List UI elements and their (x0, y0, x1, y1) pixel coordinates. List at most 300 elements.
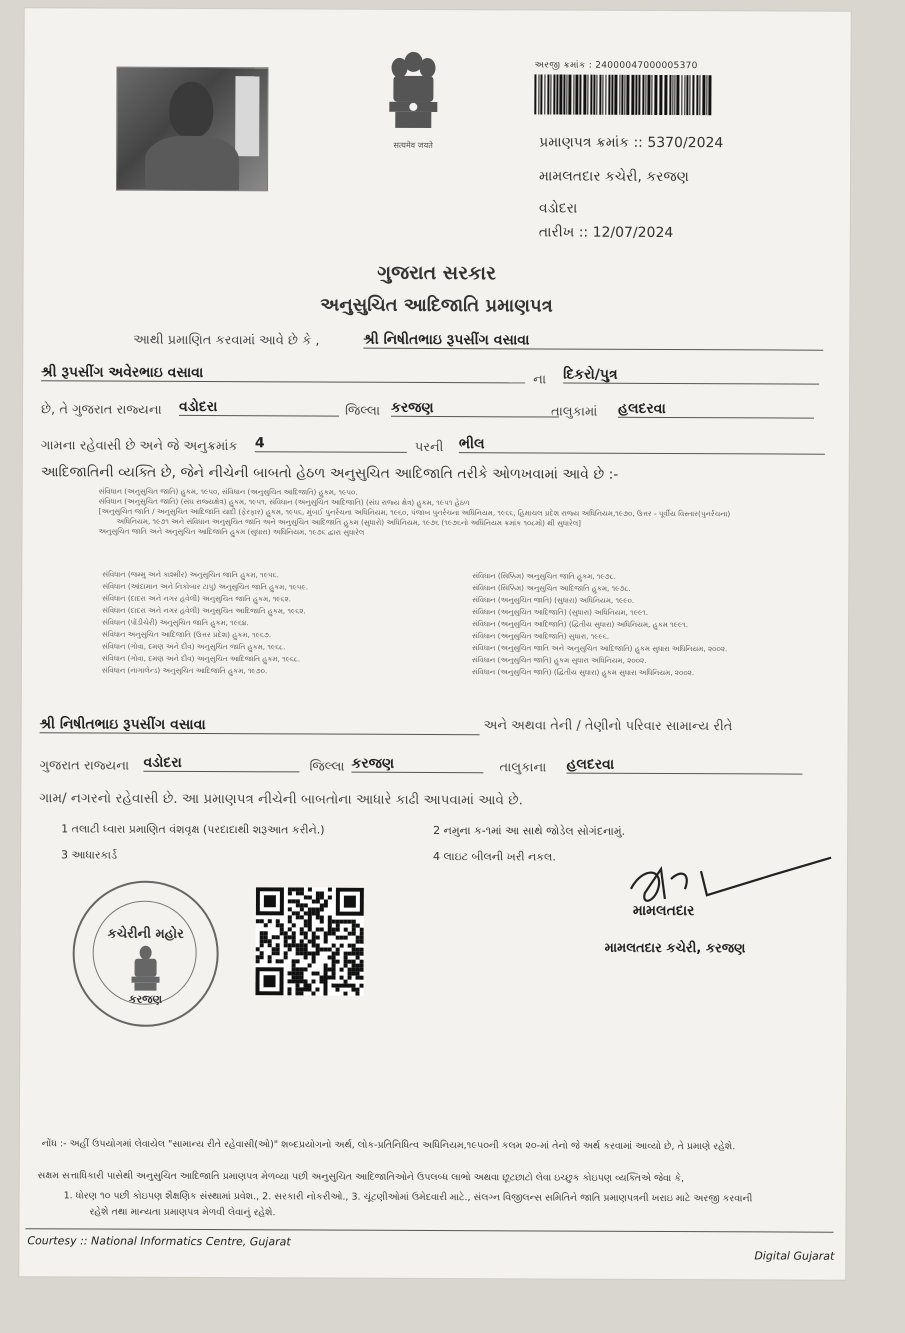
barcode-bar (587, 75, 588, 115)
qr-module (284, 951, 288, 955)
qr-module (300, 951, 304, 955)
order-line: સંવિધાન (અનુસુચિત જાતિ) (દ્વિતીય સુધારા) હુકમ સુધારા અધિનિયમ, ૨૦૦૨. (471, 667, 695, 678)
order-line: સંવિધાન (અનુસુચિત જાતિ) હુકમ, ૧૯૫૦, સંવિધાન (અનુસુચિત આદિજાતિ) હુકમ, ૧૯૫૦. (98, 486, 358, 497)
qr-module (328, 932, 332, 936)
taluka-label: તાલુકામાં (550, 404, 598, 420)
qr-module (324, 948, 328, 952)
qr-module (324, 904, 328, 908)
qr-module (276, 947, 280, 951)
qr-module (260, 939, 264, 943)
qr-module (304, 931, 308, 935)
qr-module (332, 944, 336, 948)
qr-module (308, 919, 312, 923)
qr-module (332, 928, 336, 932)
barcode-bar (696, 75, 698, 115)
barcode-bar (608, 75, 610, 115)
qr-module (320, 979, 324, 983)
qr-module (312, 907, 316, 911)
qr-module (336, 936, 340, 940)
qr-module (323, 992, 327, 996)
qr-module (340, 936, 344, 940)
qr-module (315, 987, 319, 991)
barcode-bar (692, 75, 694, 115)
qr-module (288, 943, 292, 947)
note-line: રહેશે તથા માન્યતા પ્રમાણપત્ર મેળવી લેવાનું રહેશે. (89, 1206, 276, 1219)
barcode-bar (624, 75, 625, 115)
qr-module (344, 964, 348, 968)
qr-module (296, 979, 300, 983)
qr-module (332, 920, 336, 924)
signatory-role: મામલતદાર (632, 902, 695, 920)
qr-module (304, 943, 308, 947)
note-line: 1. ધોરણ ૧૦ પછી કોઇપણ શૈક્ષણિક સંસ્થામાં પ્રવેશ., 2. સરકારી નોકરીઓ., 3. ચૂંટણીઓમાં ઉમેદવારી માટે., સંલગ્ન વિજીલન્સ સમિતિને જાતિ પ્રમાણપત્રની ખરાઇ માટે અરજી કરવાની (63, 1190, 753, 1205)
barcode-bar (684, 75, 685, 115)
government-title: ગુજરાત સરકાર (377, 261, 496, 285)
qr-module (288, 927, 292, 931)
qr-module (300, 903, 304, 907)
qr-module (288, 971, 292, 975)
par-label: પરની (414, 439, 444, 456)
qr-module (308, 939, 312, 943)
qr-module (340, 920, 344, 924)
order-line: સંવિધાન (દાદરા અને નગર હવેલી) અનુસુચિત જાતિ હુકમ, ૧૯૬૨. (102, 593, 292, 604)
issue-date: તારીખ :: 12/07/2024 (538, 224, 674, 242)
qr-module (304, 919, 308, 923)
qr-module (292, 939, 296, 943)
qr-module (260, 919, 264, 923)
qr-module (304, 923, 308, 927)
qr-module (344, 928, 348, 932)
qr-module (323, 988, 327, 992)
qr-module (308, 963, 312, 967)
qr-module (320, 927, 324, 931)
serial-prefix: ગામના રહેવાસી છે અને જે અનુક્રમાંક (40, 438, 238, 455)
orders-right-column (472, 570, 812, 679)
qr-module (264, 975, 276, 987)
barcode-bar (659, 75, 662, 115)
qr-module (280, 927, 284, 931)
qr-module (300, 891, 304, 895)
residence-taluka-label: તાલુકાના (499, 760, 547, 776)
barcode-bar (553, 75, 555, 115)
qr-module (336, 948, 340, 952)
barcode-bar (556, 75, 558, 115)
barcode-bar (544, 74, 545, 114)
qr-module (300, 979, 304, 983)
qr-module (355, 988, 359, 992)
qr-module (351, 988, 355, 992)
note-line: નોંધ :- અહીં ઉપયોગમાં લેવાયેલ "સામાન્ય રીતે રહેવાસી(ઓ)" શબ્દપ્રયોગનો અર્થ, લોક-પ્રતિનિધિત્વ અધિનિયમ,૧૯૫૦ની કલમ ૨૦-માં તેનો જે અર્થ કરવામાં આવ્યો છે, તે પ્રમાણે રહેશે. (41, 1138, 736, 1153)
qr-module (316, 947, 320, 951)
qr-module (292, 943, 296, 947)
qr-module (296, 891, 300, 895)
qr-module (268, 939, 272, 943)
residence-village: હલદરવા (566, 757, 802, 775)
qr-module (352, 952, 356, 956)
qr-module (332, 932, 336, 936)
office-seal (72, 880, 219, 1027)
order-line: સંવિધાન (અનુસુચિત જાતિ) (સંઘ રાજ્યક્ષેત્ર) હુકમ, ૧૯૫૧, સંવિધાન (અનુસુચિત આદિજાતિ) (સંઘ રાજ્ય ક્ષેત્ર) હુકમ, ૧૯૫૧ હેઠળ (98, 496, 470, 508)
qr-module (360, 928, 364, 932)
qr-module (335, 988, 339, 992)
qr-module (260, 931, 264, 935)
qr-module (308, 927, 312, 931)
qr-module (316, 899, 320, 903)
qr-module (316, 927, 320, 931)
village-value: હલદરવા (618, 401, 814, 419)
qr-module (324, 940, 328, 944)
qr-module (312, 943, 316, 947)
qr-module (296, 943, 300, 947)
qr-module (320, 916, 324, 920)
qr-module (312, 979, 316, 983)
certificate-sheet (19, 8, 851, 1280)
qr-module (343, 992, 347, 996)
qr-module (296, 971, 300, 975)
qr-module (348, 932, 352, 936)
qr-module (295, 987, 299, 991)
qr-module (352, 944, 356, 948)
barcode-bar (593, 75, 595, 115)
barcode-bar (599, 75, 601, 115)
residence-taluka: કરજણ (351, 756, 483, 774)
emblem-motto: सत्यमेव जयते (393, 140, 433, 150)
district-label: જિલ્લા (344, 403, 381, 419)
qr-module (328, 896, 332, 900)
qr-module (287, 987, 291, 991)
na-label: ના (533, 372, 547, 388)
order-line: સંવિધાન (અનુસુચિત આદિજાતિ) (દ્વિતીય સુધારા) અધિનિયમ, હુકમ ૧૯૯૧. (472, 619, 689, 630)
qr-module (300, 971, 304, 975)
qr-module (340, 968, 344, 972)
qr-module (311, 991, 315, 995)
qr-module (312, 955, 316, 959)
barcode-bar (654, 75, 657, 115)
barcode-bar (538, 74, 539, 114)
barcode-bar (579, 75, 581, 115)
qr-module (296, 967, 300, 971)
qr-module (332, 960, 336, 964)
basis-text: ગામ/ નગરનો રહેવાસી છે. આ પ્રમાણપત્ર નીચેની બાબતોના આધારે કાઢી આપવામાં આવે છે. (39, 790, 523, 809)
barcode-bar (674, 75, 675, 115)
document-item: 2 નમુના ક-૧માં આ સાથે જોડેલ સોગંદનામું. (433, 823, 626, 838)
qr-module (356, 948, 360, 952)
qr-code (255, 887, 363, 995)
order-line: સંવિધાન અનુસુચિત આદિજાતિ (ઉત્તર પ્રદેશ) હુકમ, ૧૯૬૭. (102, 629, 272, 640)
qr-module (299, 991, 303, 995)
qr-module (344, 956, 348, 960)
barcode-bar (621, 75, 623, 115)
seal-bottom-text: કરજણ (128, 992, 163, 1006)
qr-module (308, 887, 312, 891)
qr-module (328, 976, 332, 980)
qr-module (312, 935, 316, 939)
qr-code-icon (255, 887, 363, 995)
barcode-bar (689, 75, 690, 115)
courtesy-text: Courtesy :: National Informatics Centre, Gujarat (27, 1234, 291, 1249)
barcode-bar (651, 75, 652, 115)
qr-module (296, 915, 300, 919)
qr-module (296, 903, 300, 907)
barcode-bar (566, 75, 567, 115)
barcode-bar (676, 75, 679, 115)
qr-module (292, 911, 296, 915)
qr-module (292, 963, 296, 967)
qr-module (352, 964, 356, 968)
qr-module (284, 931, 288, 935)
application-number: અરજી ક્રમાંક : 24000047000005370 (534, 60, 698, 72)
qr-module (316, 971, 320, 975)
qr-module (288, 915, 292, 919)
qr-module (328, 924, 332, 928)
qr-module (352, 968, 356, 972)
qr-module (308, 923, 312, 927)
note-line: સક્ષમ સત્તાધિકારી પાસેથી અનુસુચિત આદિજાતિ પ્રમાણપત્ર મેળવ્યા પછી અનુસુચિત આદિજાતિઓને ઉપલબ્ધ લાભો અથવા છૂટછાટો લેવા ઇચ્છુક કોઇપણ વ્યક્તિએ જેવા કે, (37, 1170, 685, 1185)
qr-module (307, 987, 311, 991)
qr-module (300, 975, 304, 979)
qr-module (304, 903, 308, 907)
qr-module (292, 967, 296, 971)
qr-module (256, 919, 260, 923)
barcode-bar (563, 75, 565, 115)
qr-module (328, 928, 332, 932)
barcode-bar (614, 75, 617, 115)
qr-module (268, 959, 272, 963)
order-line: સંવિધાન (નાગાલેન્ડ) અનુસુચિત આદિજાતિ હુકમ, ૧૯૭૦. (101, 665, 268, 676)
certify-prefix: આથી પ્રમાણિત કરવામાં આવે છે કે , (133, 332, 320, 349)
qr-module (360, 952, 364, 956)
orders-top (98, 487, 818, 540)
qr-module (324, 972, 328, 976)
issuing-district: વડોદરા (538, 200, 578, 217)
qr-module (352, 960, 356, 964)
qr-module (360, 968, 364, 972)
qr-module (308, 983, 312, 987)
barcode-bar (669, 75, 671, 115)
qr-module (328, 888, 332, 892)
qr-module (320, 896, 324, 900)
qr-module (264, 923, 268, 927)
qr-module (304, 983, 308, 987)
barcode-bar (708, 75, 711, 115)
qr-module (284, 935, 288, 939)
qr-module (260, 955, 264, 959)
qr-module (356, 936, 360, 940)
barcode-bar (602, 75, 603, 115)
footer-divider (25, 1228, 833, 1233)
qr-module (360, 932, 364, 936)
qr-module (344, 960, 348, 964)
qr-module (304, 911, 308, 915)
qr-module (276, 935, 280, 939)
qr-module (292, 975, 296, 979)
order-line: સંવિધાન (આંદામાન અને નિકોબાર ટાપુ) અનુસુચિત જાતિ હુકમ, ૧૯૫૯. (102, 581, 309, 592)
qr-module (268, 955, 272, 959)
qr-module (356, 940, 360, 944)
qr-module (352, 924, 356, 928)
qr-module (336, 928, 340, 932)
qr-module (280, 959, 284, 963)
barcode-bar (611, 75, 613, 115)
residence-district-label: જિલ્લા (309, 759, 345, 775)
barcode-bar (559, 75, 562, 115)
qr-module (284, 943, 288, 947)
qr-module (304, 955, 308, 959)
qr-module (296, 947, 300, 951)
qr-module (324, 984, 328, 988)
qr-module (292, 899, 296, 903)
barcode-bar (699, 75, 700, 115)
qr-module (304, 979, 308, 983)
qr-module (348, 976, 352, 980)
qr-module (332, 976, 336, 980)
order-line: સંવિધાન (ગોવા, દમણ અને દીવ) અનુસુચિત આદિજાતિ હુકમ, ૧૯૬૮. (101, 653, 301, 664)
order-line: સંવિધાન (દાદરા અને નગર હવેલી) અનુસુચિત આદિજાતિ હુકમ, ૧૯૬૨. (102, 605, 306, 616)
barcode-bar (638, 75, 640, 115)
certificate-number: પ્રમાણપત્ર ક્રમાંક :: 5370/2024 (539, 134, 724, 152)
barcode-bar (590, 75, 592, 115)
state-prefix: છે, તે ગુજરાત રાજ્યના (40, 402, 162, 418)
qr-module (320, 947, 324, 951)
barcode-bar (635, 75, 637, 115)
qr-module (276, 943, 280, 947)
qr-module (332, 952, 336, 956)
barcode-bar (672, 75, 673, 115)
qr-module (260, 943, 264, 947)
qr-module (316, 951, 320, 955)
barcode-bar (596, 75, 597, 115)
order-line: સંવિધાન (અનુસુચિત જાતિ) (સુધારા) અધિનિયમ, ૧૯૯૦. (472, 595, 635, 605)
qr-module (328, 956, 332, 960)
qr-module (287, 991, 291, 995)
order-line: સંવિધાન (સિક્કિમ) અનુસુચિત આદિજાતિ હુકમ, ૧૯૭૮. (472, 583, 631, 593)
qr-module (320, 919, 324, 923)
barcode-bar (702, 75, 705, 115)
order-line: સંવિધાન (ગોવા, દમણ અને દીવ) અનુસુચિત જાતિ હુકમ, ૧૯૬૮. (101, 641, 286, 652)
qr-module (360, 936, 364, 940)
qr-module (300, 887, 304, 891)
qr-module (304, 951, 308, 955)
qr-module (288, 979, 292, 983)
qr-module (320, 904, 324, 908)
barcode-bar (642, 75, 644, 115)
qr-module (300, 939, 304, 943)
qr-module (344, 936, 348, 940)
barcode-bar (706, 75, 707, 115)
barcode-bar (626, 75, 629, 115)
qr-module (332, 956, 336, 960)
qr-module (352, 932, 356, 936)
qr-module (288, 919, 292, 923)
qr-module (360, 964, 364, 968)
qr-module (296, 911, 300, 915)
qr-module (328, 968, 332, 972)
qr-module (320, 892, 324, 896)
qr-module (328, 920, 332, 924)
qr-module (335, 984, 339, 988)
qr-module (316, 915, 320, 919)
qr-module (356, 956, 360, 960)
qr-module (292, 923, 296, 927)
qr-module (308, 951, 312, 955)
qr-module (343, 984, 347, 988)
national-emblem (376, 48, 450, 152)
order-line: અધિનિયમ, ૧૯૭૧ અને સંવિધાન અનુસુચિત જાતિ અને અનુસુચિત આદિજાતિ હુકમ (સુધારો) અધિનિયમ, ૧૯૭૬ (૧૯૭૬નો અધિનિયમ ક્રમાંક ૧૦૮મો) થી સુધારેલ] (116, 516, 581, 528)
qr-module (300, 967, 304, 971)
brand-text: Digital Gujarat (754, 1249, 835, 1263)
barcode-bar (686, 75, 688, 115)
applicant-photo (116, 67, 269, 192)
qr-module (352, 928, 356, 932)
qr-module (324, 976, 328, 980)
qr-module (348, 960, 352, 964)
qr-module (296, 983, 300, 987)
barcode-bar (550, 74, 551, 114)
taluka-value: કરજણ (391, 400, 559, 418)
recognition-text: આદિજાતિની વ્યક્તિ છે, જેને નીચેની બાબતો હેઠળ અનુસુચિત આદિજાતિ તરીકે ઓળખવામાં આવે છે :- (40, 464, 619, 483)
qr-module (300, 931, 304, 935)
relation: દિકરો/પુત્ર (563, 367, 819, 385)
qr-module (284, 939, 288, 943)
qr-module (308, 915, 312, 919)
serial-number: 4 (255, 435, 407, 453)
qr-module (336, 920, 340, 924)
order-line: સંવિધાન (અનુસુચિત જાતિ અને અનુસુચિત આદિજાતિ) હુકમ સુધારા અધિનિયમ, ૨૦૦૨. (471, 643, 728, 654)
qr-module (292, 959, 296, 963)
barcode-bar (631, 75, 634, 115)
qr-module (348, 920, 352, 924)
qr-module (351, 984, 355, 988)
seal-emblem-icon (126, 945, 164, 991)
barcode-bar (540, 74, 542, 114)
qr-module (268, 943, 272, 947)
order-line: સંવિધાન (અનુસુચિત આદિજાતિ) સુધારા, ૧૯૯૬. (472, 631, 610, 641)
qr-module (348, 972, 352, 976)
qr-module (264, 935, 268, 939)
qr-module (360, 976, 364, 980)
qr-module (272, 951, 276, 955)
document-item: 1 તલાટી ધ્વારા પ્રમાણિત વંશવૃક્ષ (પરદાદાથી શરૂઆત કરીને.) (61, 822, 325, 837)
qr-module (328, 916, 332, 920)
qr-module (332, 984, 336, 988)
qr-module (264, 939, 268, 943)
qr-module (292, 887, 296, 891)
qr-module (303, 987, 307, 991)
qr-module (260, 935, 264, 939)
qr-module (355, 992, 359, 996)
qr-module (308, 911, 312, 915)
qr-module (276, 919, 280, 923)
qr-module (360, 948, 364, 952)
qr-module (347, 984, 351, 988)
signatory-office: મામલતદાર કચેરી, કરજણ (604, 940, 746, 957)
qr-module (316, 943, 320, 947)
qr-module (304, 895, 308, 899)
ashoka-emblem-icon (383, 48, 443, 136)
qr-module (359, 984, 363, 988)
qr-module (324, 968, 328, 972)
qr-module (352, 972, 356, 976)
qr-module (356, 968, 360, 972)
district-value: વડોદરા (179, 399, 339, 417)
qr-module (296, 887, 300, 891)
qr-module (300, 915, 304, 919)
qr-module (316, 935, 320, 939)
order-line: સંવિધાન (અનુસુચિત જાતિ) હુકમ સુધારા અધિનિયમ, ૨૦૦૨. (471, 655, 647, 665)
qr-module (312, 951, 316, 955)
qr-module (280, 923, 284, 927)
qr-module (312, 911, 316, 915)
